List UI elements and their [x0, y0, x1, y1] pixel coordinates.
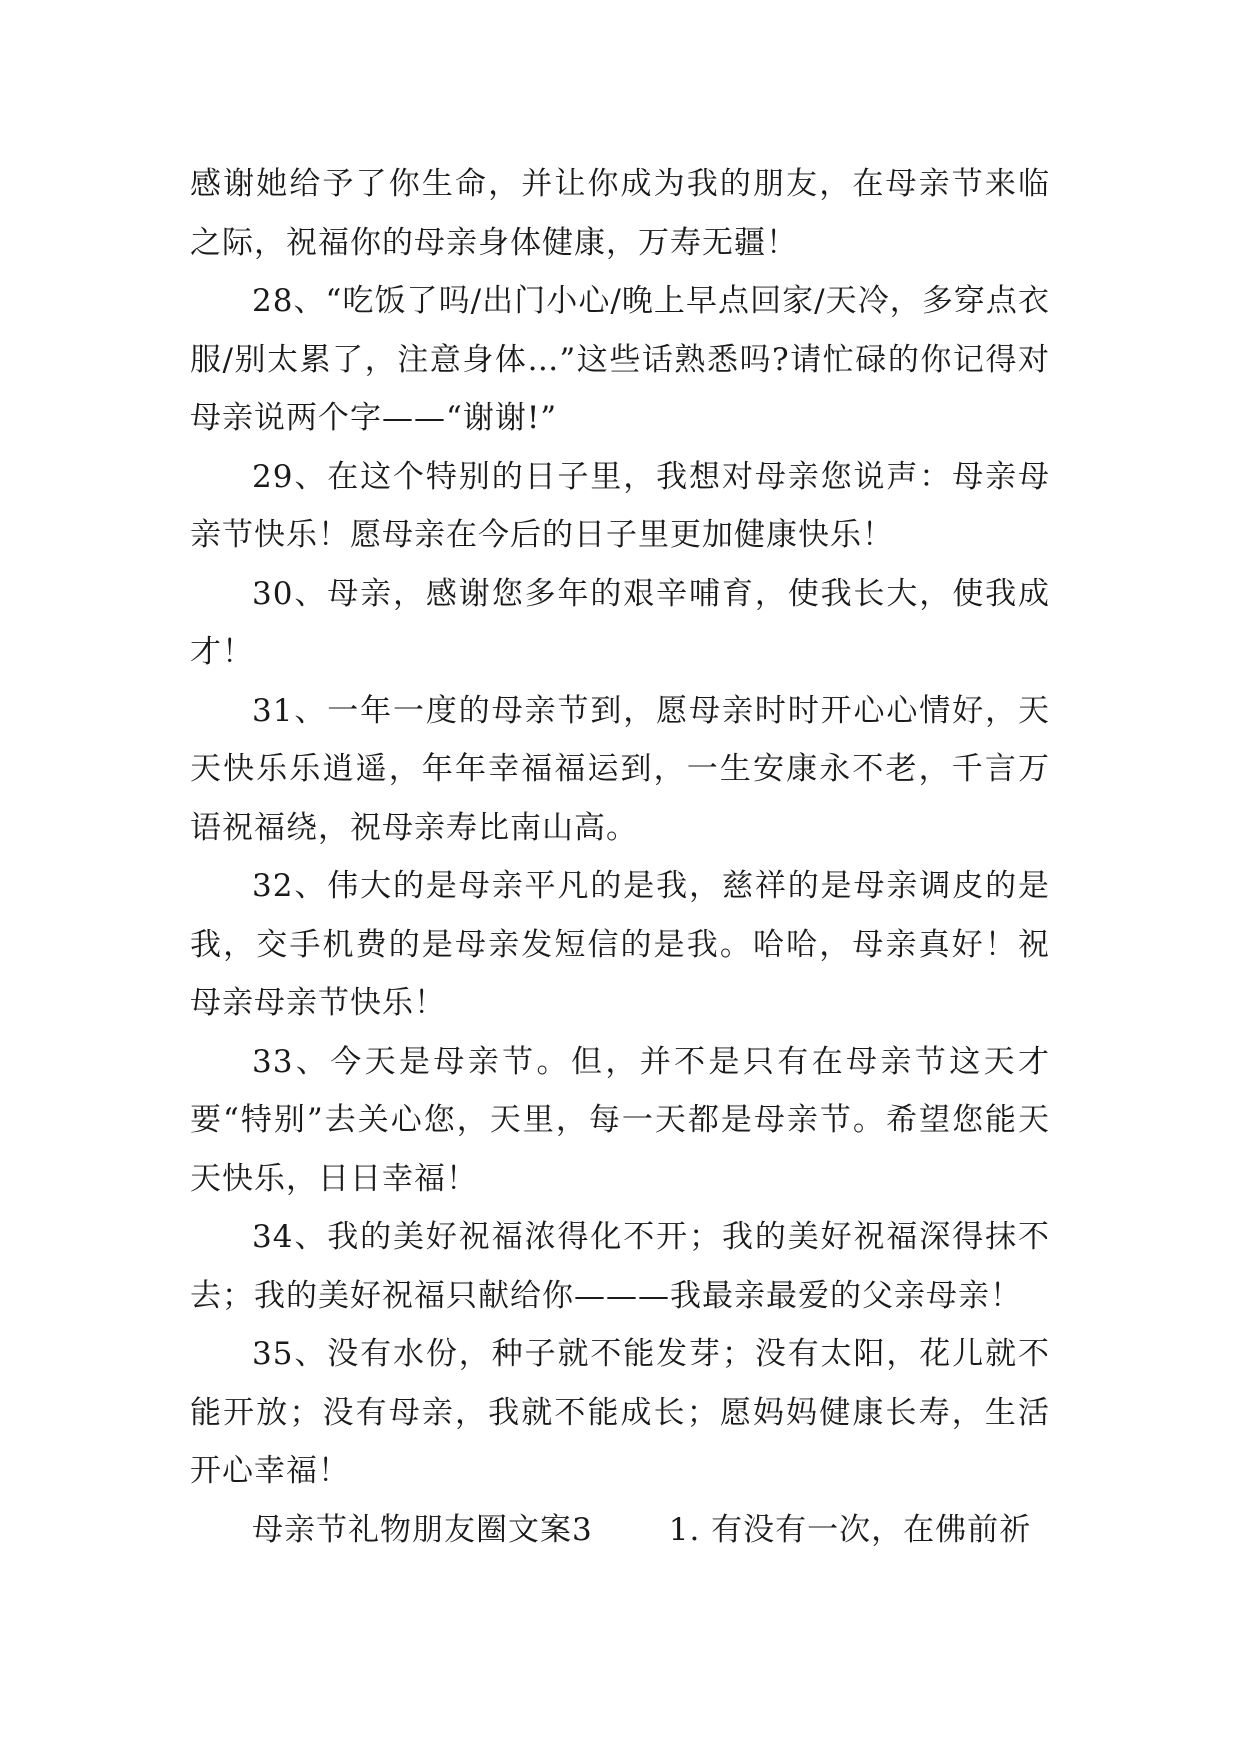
- paragraph-intro: 感谢她给予了你生命，并让你成为我的朋友，在母亲节来临之际，祝福你的母亲身体健康，万寿无疆！: [190, 166, 1050, 261]
- paragraph-32: 32、伟大的是母亲平凡的是我，慈祥的是母亲调皮的是我，交手机费的是母亲发短信的是我。哈哈，母亲真好！祝母亲母亲节快乐！: [190, 868, 1050, 1021]
- paragraph-31: 31、一年一度的母亲节到，愿母亲时时开心心情好，天天快乐乐逍遥，年年幸福福运到，一生安康永不老，千言万语祝福绕，祝母亲寿比南山高。: [190, 692, 1050, 846]
- section-heading-line: [190, 1501, 1050, 1560]
- paragraph-35: 35、没有水份，种子就不能发芽；没有太阳，花儿就不能开放；没有母亲，我就不能成长；愿妈妈健康长寿，生活开心幸福！: [190, 1336, 1050, 1489]
- paragraph-29: 29、在这个特别的日子里，我想对母亲您说声：母亲母亲节快乐！愿母亲在今后的日子里更加健康快乐！: [190, 458, 1050, 553]
- paragraph-30: 30、母亲，感谢您多年的艰辛哺育，使我长大，使我成才！: [190, 575, 1050, 670]
- list-item-1: 1. 有没有一次，在佛前祈: [668, 1511, 1032, 1548]
- section-heading: 母亲节礼物朋友圈文案3: [252, 1511, 593, 1548]
- paragraph-28: 28、“吃饭了吗/出门小心/晚上早点回家/天冷，多穿点衣服/别太累了，注意身体…”这些话熟悉吗?请忙碌的你记得对母亲说两个字——“谢谢!”: [190, 283, 1050, 436]
- paragraph-34: 34、我的美好祝福浓得化不开；我的美好祝福深得抹不去；我的美好祝福只献给你———我最亲最爱的父亲母亲！: [190, 1219, 1050, 1314]
- paragraph-33: 33、今天是母亲节。但，并不是只有在母亲节这天才要“特别”去关心您，天里，每一天都是母亲节。希望您能天天快乐，日日幸福！: [190, 1043, 1050, 1197]
- document-body: [190, 155, 1050, 1559]
